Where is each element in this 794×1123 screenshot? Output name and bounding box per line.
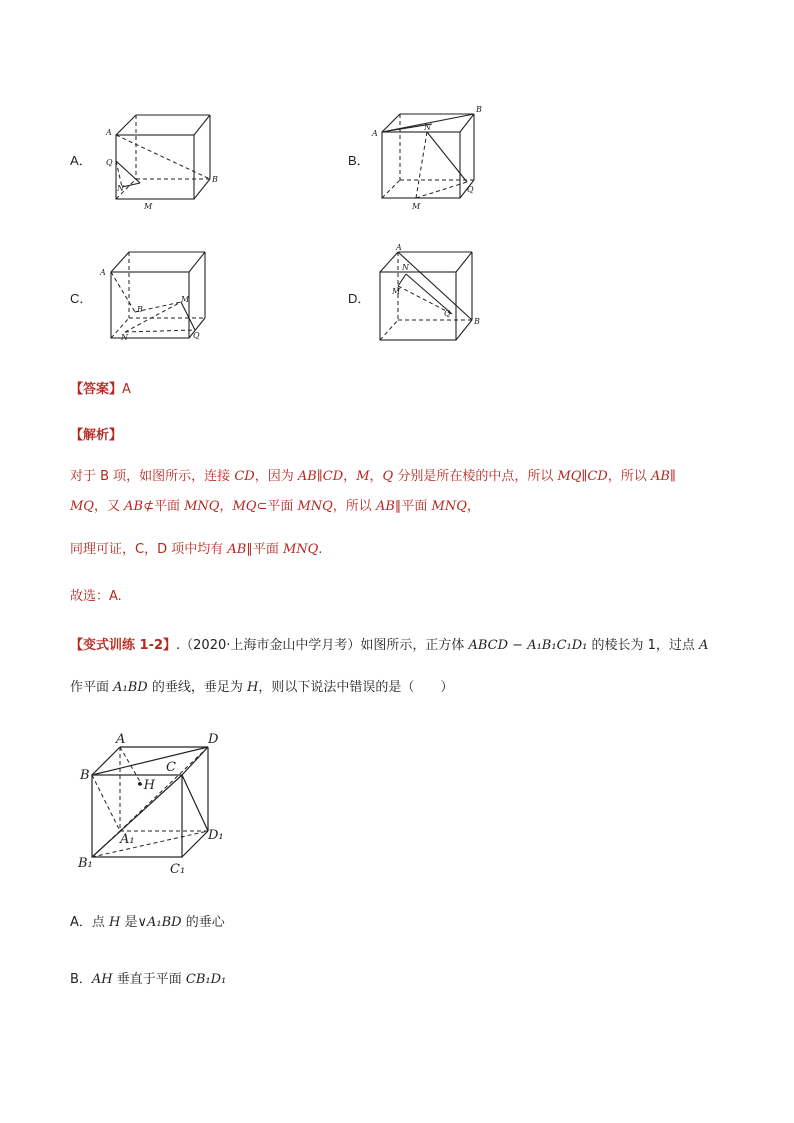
fig-b-label-b: B xyxy=(476,105,482,114)
answer-value: A xyxy=(122,382,131,397)
analysis-conclusion: 故选：A. xyxy=(70,589,122,604)
fig-a-label-b: B xyxy=(212,175,218,184)
fig-c-label-n: N xyxy=(121,333,128,342)
fig-b-label-n: N xyxy=(424,123,431,132)
choice-a: A．点 H 是∨A₁BD 的垂心 xyxy=(70,915,225,930)
option-a-cube-figure xyxy=(100,105,230,215)
main-label-b: B xyxy=(80,768,90,783)
fig-a-label-m: M xyxy=(144,202,153,211)
fig-b-label-m: M xyxy=(412,202,421,211)
main-cube-figure xyxy=(72,725,242,885)
main-label-b1: B₁ xyxy=(78,856,93,871)
option-b-label: B． xyxy=(348,153,370,168)
main-label-d: D xyxy=(208,732,219,747)
choice-b: B．AH 垂直于平面 CB₁D₁ xyxy=(70,972,227,987)
main-label-c1: C₁ xyxy=(170,862,186,877)
option-b-cube-figure xyxy=(370,100,500,215)
fig-a-label-q: Q xyxy=(106,158,113,167)
analysis-label: 【解析】 xyxy=(70,428,123,443)
option-d-label: D． xyxy=(348,291,371,306)
option-c-label: C． xyxy=(70,291,93,306)
variant-tag: 【变式训练 1-2】 xyxy=(70,638,177,653)
fig-c-label-m: M xyxy=(181,295,190,304)
main-label-c: C xyxy=(166,760,176,775)
main-label-a: A xyxy=(116,732,126,747)
option-d-cube-figure xyxy=(368,238,498,348)
fig-a-label-a: A xyxy=(106,128,112,137)
fig-d-label-n: N xyxy=(402,263,409,272)
main-label-h: •H xyxy=(136,778,156,793)
option-a-label: A． xyxy=(70,153,92,168)
fig-d-label-b: B xyxy=(474,317,480,326)
analysis-paragraph-1: 对于 B 项，如图所示，连接 CD，因为 AB∥CD，M，Q 分别是所在棱的中点，所以 MQ∥CD，所以 AB∥ xyxy=(70,469,676,484)
analysis-paragraph-2: MQ，又 AB⊄平面 MNQ，MQ⊂平面 MNQ，所以 AB∥平面 MNQ， xyxy=(70,499,480,514)
fig-a-label-n: N xyxy=(117,184,124,193)
fig-b-label-a: A xyxy=(372,129,378,138)
answer-line xyxy=(70,378,131,397)
fig-c-label-q: Q xyxy=(193,331,200,340)
variant-question-line-1: 【变式训练 1-2】.（2020·上海市金山中学月考）如图所示，正方体 ABCD − A₁B₁C₁D₁ 的棱长为 1，过点 A xyxy=(70,638,709,653)
fig-c-label-b: B xyxy=(137,305,143,314)
option-c-cube-figure xyxy=(95,240,225,350)
fig-b-label-q: Q xyxy=(467,185,474,194)
main-label-a1: A₁ xyxy=(120,832,135,847)
analysis-paragraph-3: 同理可证，C，D 项中均有 AB∥平面 MNQ. xyxy=(70,542,323,557)
fig-d-label-m: M xyxy=(392,287,401,296)
fig-c-label-a: A xyxy=(100,268,106,277)
answer-label: 【答案】 xyxy=(70,382,123,397)
variant-question-line-2: 作平面 A₁BD 的垂线，垂足为 H，则以下说法中错误的是（ ） xyxy=(70,680,454,695)
main-label-d1: D₁ xyxy=(208,828,224,843)
fig-d-label-a: A xyxy=(396,243,402,252)
fig-d-label-q: Q xyxy=(444,309,451,318)
